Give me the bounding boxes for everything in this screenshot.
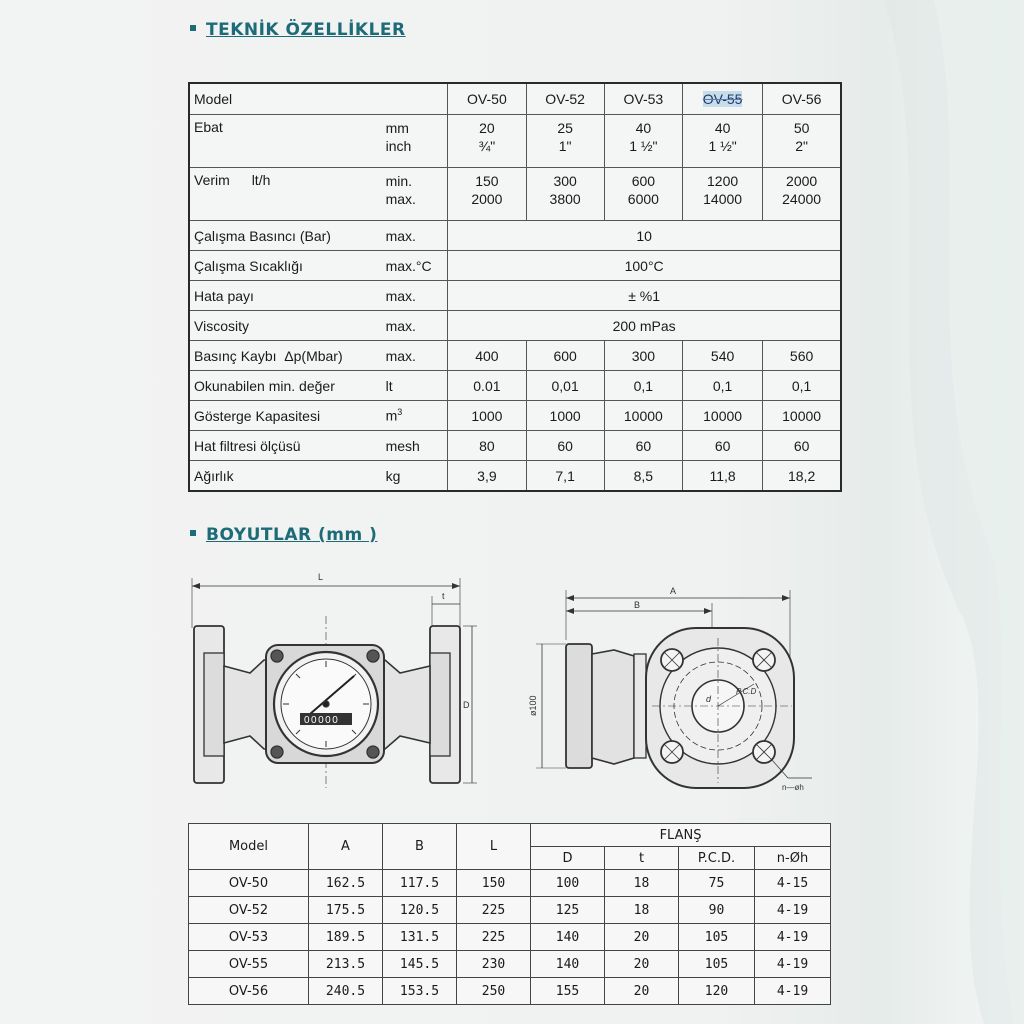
side-view-drawing xyxy=(522,578,822,808)
flow-min: 300 xyxy=(553,173,577,189)
weight-value: 3,9 xyxy=(448,461,526,492)
cell-d: 140 xyxy=(531,924,605,951)
spec-row-weight xyxy=(189,461,841,492)
size-inch: ¾" xyxy=(478,138,496,154)
dims-header-pcd: P.C.D. xyxy=(679,847,755,870)
min-reading-value: 0,1 xyxy=(763,371,841,401)
pressure-loss-qualifier: max. xyxy=(382,341,448,371)
cell-nh: 4-19 xyxy=(755,978,831,1005)
dims-header-b: B xyxy=(383,824,457,870)
dims-header-a: A xyxy=(309,824,383,870)
min-reading-value: 0,1 xyxy=(604,371,682,401)
temperature-value: 100°C xyxy=(448,251,841,281)
spec-row-size xyxy=(189,115,841,168)
flow-unit: lt/h xyxy=(251,172,271,188)
filter-value: 80 xyxy=(448,431,526,461)
dims-header-t: t xyxy=(605,847,679,870)
dims-header-nh: n-Øh xyxy=(755,847,831,870)
temperature-qualifier: max.°C xyxy=(382,251,448,281)
cell-b: 120.5 xyxy=(383,897,457,924)
cell-pcd: 120 xyxy=(679,978,755,1005)
pressure-value: 10 xyxy=(448,221,841,251)
viscosity-label: Viscosity xyxy=(189,311,382,341)
table-row xyxy=(189,897,831,924)
unit-inch: inch xyxy=(385,138,412,154)
dim-A: A xyxy=(670,586,677,596)
filter-value: 60 xyxy=(526,431,604,461)
label-n-oh: n—øh xyxy=(782,783,804,792)
cell-a: 162.5 xyxy=(309,870,383,897)
flow-max: 3800 xyxy=(549,191,581,207)
dims-header-flange: FLANŞ xyxy=(531,824,831,847)
weight-value: 7,1 xyxy=(526,461,604,492)
cell-pcd: 105 xyxy=(679,924,755,951)
dims-header-l: L xyxy=(457,824,531,870)
dim-B: B xyxy=(634,600,641,610)
cell-b: 153.5 xyxy=(383,978,457,1005)
size-mm: 40 xyxy=(635,120,652,136)
filter-label: Hat filtresi ölçüsü xyxy=(189,431,382,461)
size-mm: 25 xyxy=(557,120,573,136)
spec-header-row xyxy=(189,83,841,115)
filter-value: 60 xyxy=(604,431,682,461)
filter-value: 60 xyxy=(763,431,841,461)
temperature-label: Çalışma Sıcaklığı xyxy=(189,251,382,281)
size-inch: 1 ½" xyxy=(708,138,737,154)
cell-l: 230 xyxy=(457,951,531,978)
flow-max: 14000 xyxy=(703,191,743,207)
cell-l: 225 xyxy=(457,924,531,951)
cell-b: 145.5 xyxy=(383,951,457,978)
cell-b: 117.5 xyxy=(383,870,457,897)
dim-t: t xyxy=(442,591,445,601)
flow-max: 6000 xyxy=(627,191,659,207)
spec-row-viscosity xyxy=(189,311,841,341)
pressure-loss-label: Basınç Kaybı Δp(Mbar) xyxy=(189,341,382,371)
decorative-background xyxy=(824,0,1024,1024)
specs-heading: TEKNİK ÖZELLİKLER xyxy=(190,20,406,40)
size-label: Ebat xyxy=(189,115,382,168)
pressure-qualifier: max. xyxy=(382,221,448,251)
min-reading-value: 0.01 xyxy=(448,371,526,401)
table-row xyxy=(189,978,831,1005)
capacity-qualifier-sup: 3 xyxy=(397,407,403,418)
cell-model: OV-50 xyxy=(189,870,309,897)
spec-row-filter xyxy=(189,431,841,461)
pressure-loss-value: 400 xyxy=(448,341,526,371)
cell-d: 140 xyxy=(531,951,605,978)
cell-l: 150 xyxy=(457,870,531,897)
cell-pcd: 75 xyxy=(679,870,755,897)
flow-min: 2000 xyxy=(786,173,818,189)
weight-value: 8,5 xyxy=(604,461,682,492)
flow-max: 24000 xyxy=(782,191,822,207)
capacity-value: 1000 xyxy=(526,401,604,431)
cell-t: 20 xyxy=(605,978,679,1005)
weight-qualifier: kg xyxy=(382,461,448,492)
cell-nh: 4-19 xyxy=(755,951,831,978)
flow-max: 2000 xyxy=(471,191,503,207)
viscosity-qualifier: max. xyxy=(382,311,448,341)
pressure-loss-value: 560 xyxy=(763,341,841,371)
capacity-qualifier: m xyxy=(385,407,398,424)
pressure-loss-value: 600 xyxy=(526,341,604,371)
table-row xyxy=(189,951,831,978)
error-value: ± %1 xyxy=(448,281,841,311)
size-inch: 2" xyxy=(795,138,808,154)
viscosity-value: 200 mPas xyxy=(448,311,841,341)
spec-table xyxy=(188,82,842,492)
size-mm: 20 xyxy=(479,120,495,136)
table-row xyxy=(189,870,831,897)
cell-a: 213.5 xyxy=(309,951,383,978)
cell-l: 250 xyxy=(457,978,531,1005)
label-pcd: P.C.D xyxy=(736,687,757,696)
min-reading-label: Okunabilen min. değer xyxy=(189,371,382,401)
unit-mm: mm xyxy=(385,120,409,136)
flow-label: Verim xyxy=(194,172,230,188)
table-row xyxy=(189,924,831,951)
size-inch: 1 ½" xyxy=(629,138,658,154)
dimensions-table xyxy=(188,823,831,1005)
flow-min: 150 xyxy=(475,173,499,189)
model-header-selected: OV-55 xyxy=(682,83,762,115)
weight-label: Ağırlık xyxy=(189,461,382,492)
cell-t: 18 xyxy=(605,870,679,897)
spec-row-min-reading xyxy=(189,371,841,401)
flow-min: 1200 xyxy=(707,173,739,189)
cell-d: 125 xyxy=(531,897,605,924)
label-d: d xyxy=(706,694,712,704)
spec-row-capacity xyxy=(189,401,841,431)
cell-model: OV-52 xyxy=(189,897,309,924)
cell-nh: 4-15 xyxy=(755,870,831,897)
capacity-value: 10000 xyxy=(763,401,841,431)
pressure-loss-value: 540 xyxy=(682,341,762,371)
cell-a: 189.5 xyxy=(309,924,383,951)
filter-qualifier: mesh xyxy=(382,431,448,461)
cell-t: 20 xyxy=(605,924,679,951)
cell-t: 18 xyxy=(605,897,679,924)
filter-value: 60 xyxy=(682,431,762,461)
cell-pcd: 90 xyxy=(679,897,755,924)
cell-nh: 4-19 xyxy=(755,897,831,924)
spec-row-error xyxy=(189,281,841,311)
capacity-label: Gösterge Kapasitesi xyxy=(189,401,382,431)
front-view-drawing xyxy=(180,568,490,798)
cell-a: 240.5 xyxy=(309,978,383,1005)
dims-header-model: Model xyxy=(189,824,309,870)
cell-pcd: 105 xyxy=(679,951,755,978)
spec-row-pressure xyxy=(189,221,841,251)
cell-d: 155 xyxy=(531,978,605,1005)
size-mm: 50 xyxy=(793,120,810,136)
dim-diameter: ø100 xyxy=(528,695,538,716)
model-header: OV-56 xyxy=(763,83,841,115)
capacity-value: 10000 xyxy=(604,401,682,431)
cell-a: 175.5 xyxy=(309,897,383,924)
dim-D: D xyxy=(463,700,470,710)
spec-row-temperature xyxy=(189,251,841,281)
min-reading-value: 0,01 xyxy=(526,371,604,401)
weight-value: 18,2 xyxy=(763,461,841,492)
min-reading-qualifier: lt xyxy=(382,371,448,401)
model-header: OV-52 xyxy=(526,83,604,115)
cell-d: 100 xyxy=(531,870,605,897)
flow-min: 600 xyxy=(631,173,656,189)
size-inch: 1" xyxy=(558,138,572,154)
capacity-value: 10000 xyxy=(682,401,762,431)
size-mm: 40 xyxy=(714,120,731,136)
cell-nh: 4-19 xyxy=(755,924,831,951)
model-label: Model xyxy=(189,83,448,115)
dimensions-heading: BOYUTLAR (mm ) xyxy=(190,525,377,545)
pressure-label: Çalışma Basıncı (Bar) xyxy=(189,221,382,251)
cell-b: 131.5 xyxy=(383,924,457,951)
spec-row-pressure-loss xyxy=(189,341,841,371)
counter-digits: 00000 xyxy=(304,715,340,726)
capacity-value: 1000 xyxy=(448,401,526,431)
spec-row-flow xyxy=(189,168,841,221)
min-reading-value: 0,1 xyxy=(682,371,762,401)
model-header: OV-53 xyxy=(604,83,682,115)
weight-value: 11,8 xyxy=(682,461,762,492)
cell-t: 20 xyxy=(605,951,679,978)
dims-header-d: D xyxy=(531,847,605,870)
flow-max-label: max. xyxy=(385,191,416,207)
flow-min-label: min. xyxy=(385,173,413,189)
pressure-loss-value: 300 xyxy=(604,341,682,371)
cell-model: OV-56 xyxy=(189,978,309,1005)
cell-model: OV-55 xyxy=(189,951,309,978)
cell-l: 225 xyxy=(457,897,531,924)
error-qualifier: max. xyxy=(382,281,448,311)
model-header: OV-50 xyxy=(448,83,526,115)
error-label: Hata payı xyxy=(189,281,382,311)
cell-model: OV-53 xyxy=(189,924,309,951)
dim-L: L xyxy=(318,572,324,582)
dims-header-row xyxy=(189,824,831,847)
